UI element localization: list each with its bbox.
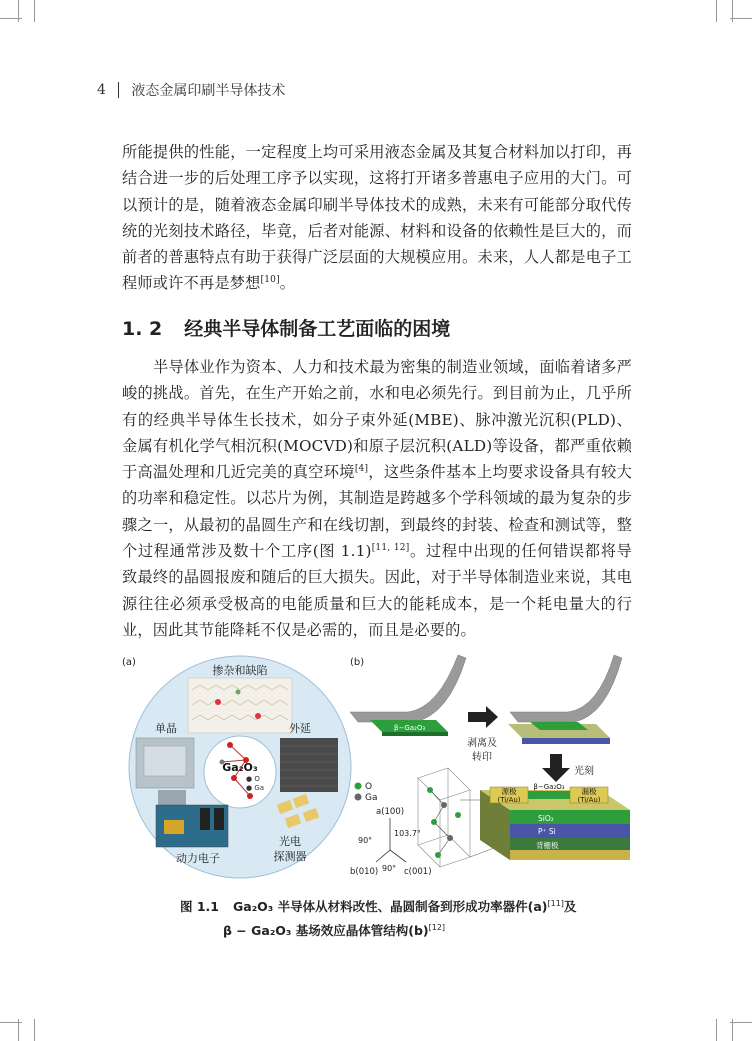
device-gold-front [510, 810, 630, 824]
defect-dot [215, 699, 221, 705]
label-film-left: β−Ga₂O₃ [394, 724, 426, 732]
caption-line-2: β − Ga₂O₃ 基场效应晶体管结构(b)[12] [223, 923, 446, 939]
paragraph-2: 半导体业作为资本、人力和技术最为密集的制造业领域，面临着诸多严峻的挑战。首先，在生产开始之前，水和电必须先行。到目前为止，几乎所有的经典半导体生长技术，如分子束外延(MBE)、脉冲激光沉积(PLD)、金属有机化学气相沉积(MOCVD)和原子层沉积(ALD)等设备，都严重依赖于高温处理和几近完美的真空环境[4]，这些条件基本上均要求设备具有较大的功率和稳定性。以芯片为例，其制造是跨越多个学科领域的最为复杂的步骤之一，从最初的晶圆生产和在线切割，到最终的封装、检查和测试等，整个过程通常涉及数十个工序(图 1.1)[11, 12]。过程中出现的任何错误都将导致最终的晶圆报废和随后的巨大损失。因此，对于半导体制造业来说，其电源往往必须承受极高的电能质量和巨大的能耗成本，是一个耗电量大的行业，因此其节能降耗不仅是必需的，而且是必要的。 [122, 358, 633, 639]
legend-ga-dot [355, 794, 362, 801]
device-sio2-layer [510, 824, 630, 838]
label-single-crystal: 单晶 [155, 722, 177, 735]
panel-b-label: (b) [350, 657, 365, 668]
atom-o [431, 819, 437, 825]
crop-mark [730, 18, 752, 19]
ga2o3-film-edge [382, 732, 448, 736]
crop-mark [716, 0, 717, 22]
atom-o [231, 775, 237, 781]
crystal-block [144, 746, 186, 776]
transistor-body [200, 808, 210, 830]
arrow-down [542, 754, 570, 782]
crop-mark [34, 0, 35, 22]
section-title: 经典半导体制备工艺面临的困境 [184, 318, 451, 340]
atom-o [455, 812, 461, 818]
axis-a-label: a(100) [376, 807, 405, 817]
atom-o [227, 742, 233, 748]
curled-film-left [350, 655, 466, 722]
legend-o: ● O [246, 775, 260, 783]
atom-o [427, 787, 433, 793]
defect-dot [236, 690, 241, 695]
citation: [4] [354, 464, 369, 475]
label-lithography: 光刻 [574, 766, 594, 777]
label-ga2o3: Ga₂O₃ [222, 761, 258, 774]
legend-o-dot [355, 783, 362, 790]
angle-103: 103.7° [394, 829, 421, 838]
book-title: 液态金属印刷半导体技术 [131, 83, 286, 99]
label-sio2: SiO₂ [538, 814, 554, 823]
substrate-layer [522, 738, 610, 744]
label-source: 源极 [501, 787, 517, 796]
citation: [10] [260, 275, 280, 286]
board-component [164, 820, 184, 834]
citation: [11] [547, 899, 564, 908]
atom-ga [441, 802, 447, 808]
legend-o-label: O [365, 782, 373, 792]
crop-mark [730, 1022, 752, 1023]
header-divider [118, 82, 120, 98]
legend-ga-label: Ga [365, 793, 378, 803]
angle-90-b: 90° [382, 864, 397, 873]
label-photo-1: 光电 [279, 835, 301, 848]
device-psi-layer [510, 838, 630, 850]
label-epitaxy: 外延 [289, 722, 311, 735]
running-header [97, 80, 285, 100]
section-heading [122, 314, 450, 341]
section-number: 1. 2 [122, 318, 163, 340]
label-drain: 漏极 [581, 787, 597, 796]
crop-mark [0, 18, 22, 19]
crop-mark [0, 1022, 22, 1023]
arrow-right [468, 706, 498, 728]
label-backgate: 背栅极 [536, 841, 559, 850]
label-photo-2: 探测器 [273, 850, 307, 863]
paragraph-1: 所能提供的性能，一定程度上均可采用液态金属及其复合材料加以打印，再结合进一步的后处理工序予以实现，这将打开诸多普惠电子应用的大门。可以预计的是，随着液态金属印刷半导体技术的成熟，未来有可能部分取代传统的光刻技术路径，毕竟，后者对能源、材料和设备的依赖性是巨大的，而前者的普惠特点有助于获得广泛层面的大规模应用。未来，人人都是电子工程师或许不再是梦想[10]。 [122, 143, 632, 293]
figure-caption [180, 893, 576, 941]
citation: [12] [428, 923, 446, 933]
transistor-body [214, 808, 224, 830]
figure-1-1 [118, 650, 634, 885]
axis-triad [376, 818, 406, 862]
label-transfer-2: 转印 [472, 752, 492, 763]
label-power-electronics: 动力电子 [176, 852, 220, 865]
label-drain-mat: (Ti/Au) [577, 796, 601, 804]
atom-ga [447, 835, 453, 841]
caption-line-1: 图 1.1 Ga₂O₃ 半导体从材料改性、晶圆制备到形成功率器件(a)[11]及 [180, 899, 577, 915]
ga2o3-film-right [530, 722, 588, 730]
atom-o [247, 793, 253, 799]
crop-mark [716, 1019, 717, 1041]
atom-o [435, 852, 441, 858]
curled-film-right [510, 655, 622, 722]
device-backgate-layer [510, 850, 630, 860]
axis-b-label: b(010) [350, 867, 379, 877]
angle-90-a: 90° [358, 836, 373, 845]
crop-mark [34, 1019, 35, 1041]
channel-film [528, 791, 570, 799]
axis-c-label: c(001) [404, 867, 432, 877]
unit-cell [418, 768, 470, 867]
label-channel: β−Ga₂O₃ [533, 783, 565, 791]
citation: [11, 12] [371, 543, 410, 554]
legend-ga: ● Ga [246, 784, 265, 792]
label-source-mat: (Ti/Au) [497, 796, 521, 804]
panel-a-label: (a) [122, 657, 136, 668]
label-transfer-1: 剥离及 [467, 738, 497, 749]
label-doping: 掺杂和缺陷 [212, 664, 268, 677]
defect-dot [255, 713, 261, 719]
doping-defects-image [188, 678, 292, 733]
label-psi: P⁺ Si [538, 827, 556, 836]
page-number: 4 [97, 82, 106, 98]
